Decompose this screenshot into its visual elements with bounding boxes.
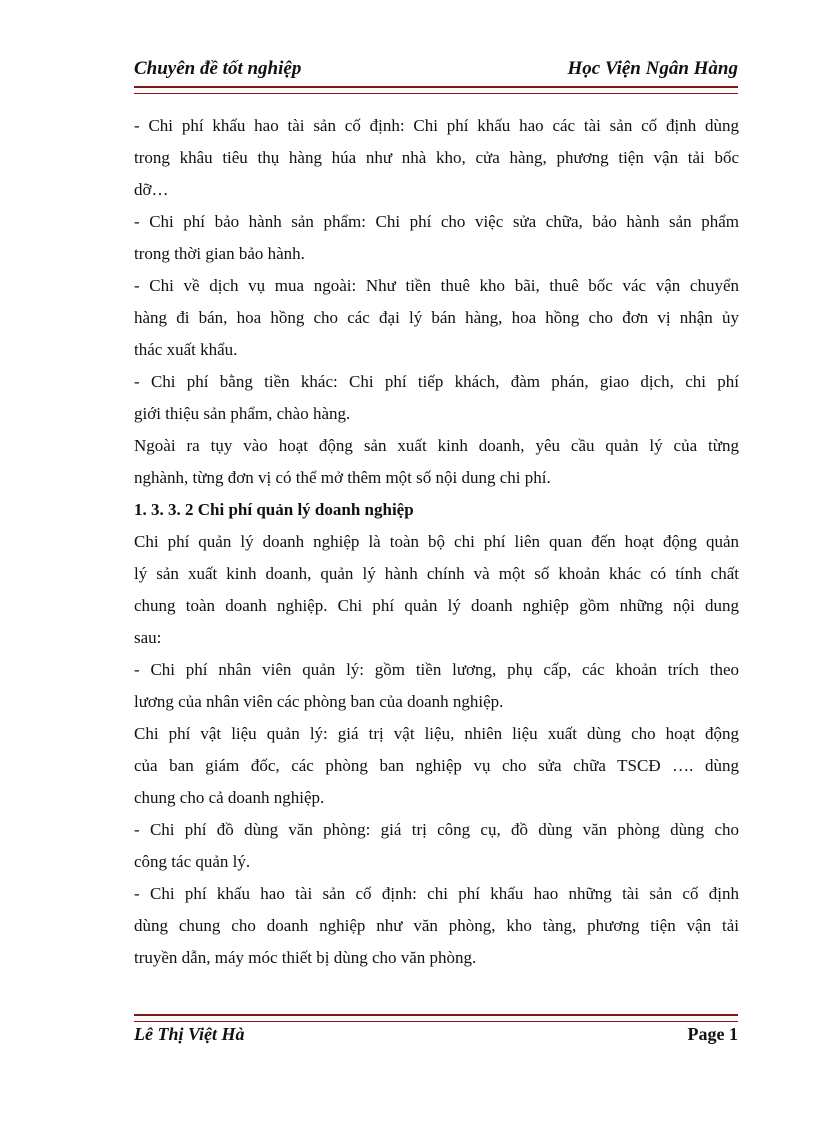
page-header (134, 56, 738, 86)
text-line: sau: (134, 628, 162, 647)
header-divider (134, 86, 738, 94)
text-line: Chi phí vật liệu quản lý: giá trị vật liệu, nhiên liệu xuất dùng cho hoạt động (134, 724, 739, 743)
header-title-left: Chuyên đề tốt nghiệp (134, 58, 302, 79)
text-line: - Chi phí nhân viên quản lý: gồm tiền lương, phụ cấp, các khoản trích theo (134, 660, 739, 679)
text-line: nghành, từng đơn vị có thể mở thêm một số nội dung chi phí. (134, 468, 551, 487)
text-line: chung toàn doanh nghiệp. Chi phí quản lý doanh nghiệp gồm những nội dung (134, 596, 739, 615)
text-line: - Chi phí bảo hành sản phẩm: Chi phí cho việc sửa chữa, bảo hành sản phẩm (134, 212, 739, 231)
document-body (134, 110, 739, 974)
text-line: lý sản xuất kinh doanh, quản lý hành chính và một số khoản khác có tính chất (134, 564, 739, 583)
footer-divider (134, 1014, 738, 1022)
text-line: truyền dẫn, máy móc thiết bị dùng cho văn phòng. (134, 948, 477, 967)
text-line: trong thời gian bảo hành. (134, 244, 305, 263)
text-line: chung cho cả doanh nghiệp. (134, 788, 325, 807)
section-heading: 1. 3. 3. 2 Chi phí quản lý doanh nghiệp (134, 500, 414, 519)
text-line: - Chi phí khấu hao tài sản cố định: chi phí khấu hao những tài sản cố định (134, 884, 739, 903)
page-footer (134, 1024, 738, 1050)
text-line: dùng chung cho doanh nghiệp như văn phòng, kho tàng, phương tiện vận tải (134, 916, 739, 935)
page-number: Page 1 (687, 1024, 738, 1044)
text-line: - Chi phí bằng tiền khác: Chi phí tiếp khách, đàm phán, giao dịch, chi phí (134, 372, 739, 391)
text-line: Chi phí quản lý doanh nghiệp là toàn bộ chi phí liên quan đến hoạt động quản (134, 532, 739, 551)
text-line: của ban giám đốc, các phòng ban nghiệp vụ cho sửa chữa TSCĐ …. dùng (134, 756, 739, 775)
text-line: trong khâu tiêu thụ hàng húa như nhà kho, cửa hàng, phương tiện vận tải bốc (134, 148, 739, 167)
text-line: công tác quản lý. (134, 852, 251, 871)
text-line: - Chi về dịch vụ mua ngoài: Như tiền thuê kho bãi, thuê bốc vác vận chuyển (134, 276, 739, 295)
text-line: lương của nhân viên các phòng ban của doanh nghiệp. (134, 692, 504, 711)
text-line: giới thiệu sản phẩm, chào hàng. (134, 404, 351, 423)
text-line: Ngoài ra tụy vào hoạt động sản xuất kinh doanh, yêu cầu quản lý của từng (134, 436, 739, 455)
header-title-right: Học Viện Ngân Hàng (567, 58, 738, 79)
text-line: hàng đi bán, hoa hồng cho các đại lý bán hàng, hoa hồng cho đơn vị nhận ủy (134, 308, 739, 327)
text-line: - Chi phí khấu hao tài sản cố định: Chi phí khấu hao các tài sản cố định dùng (134, 116, 739, 135)
text-line: - Chi phí đồ dùng văn phòng: giá trị công cụ, đồ dùng văn phòng dùng cho (134, 820, 739, 839)
text-line: dỡ… (134, 180, 169, 199)
text-line: thác xuất khẩu. (134, 340, 238, 359)
footer-author: Lê Thị Việt Hà (134, 1024, 245, 1044)
